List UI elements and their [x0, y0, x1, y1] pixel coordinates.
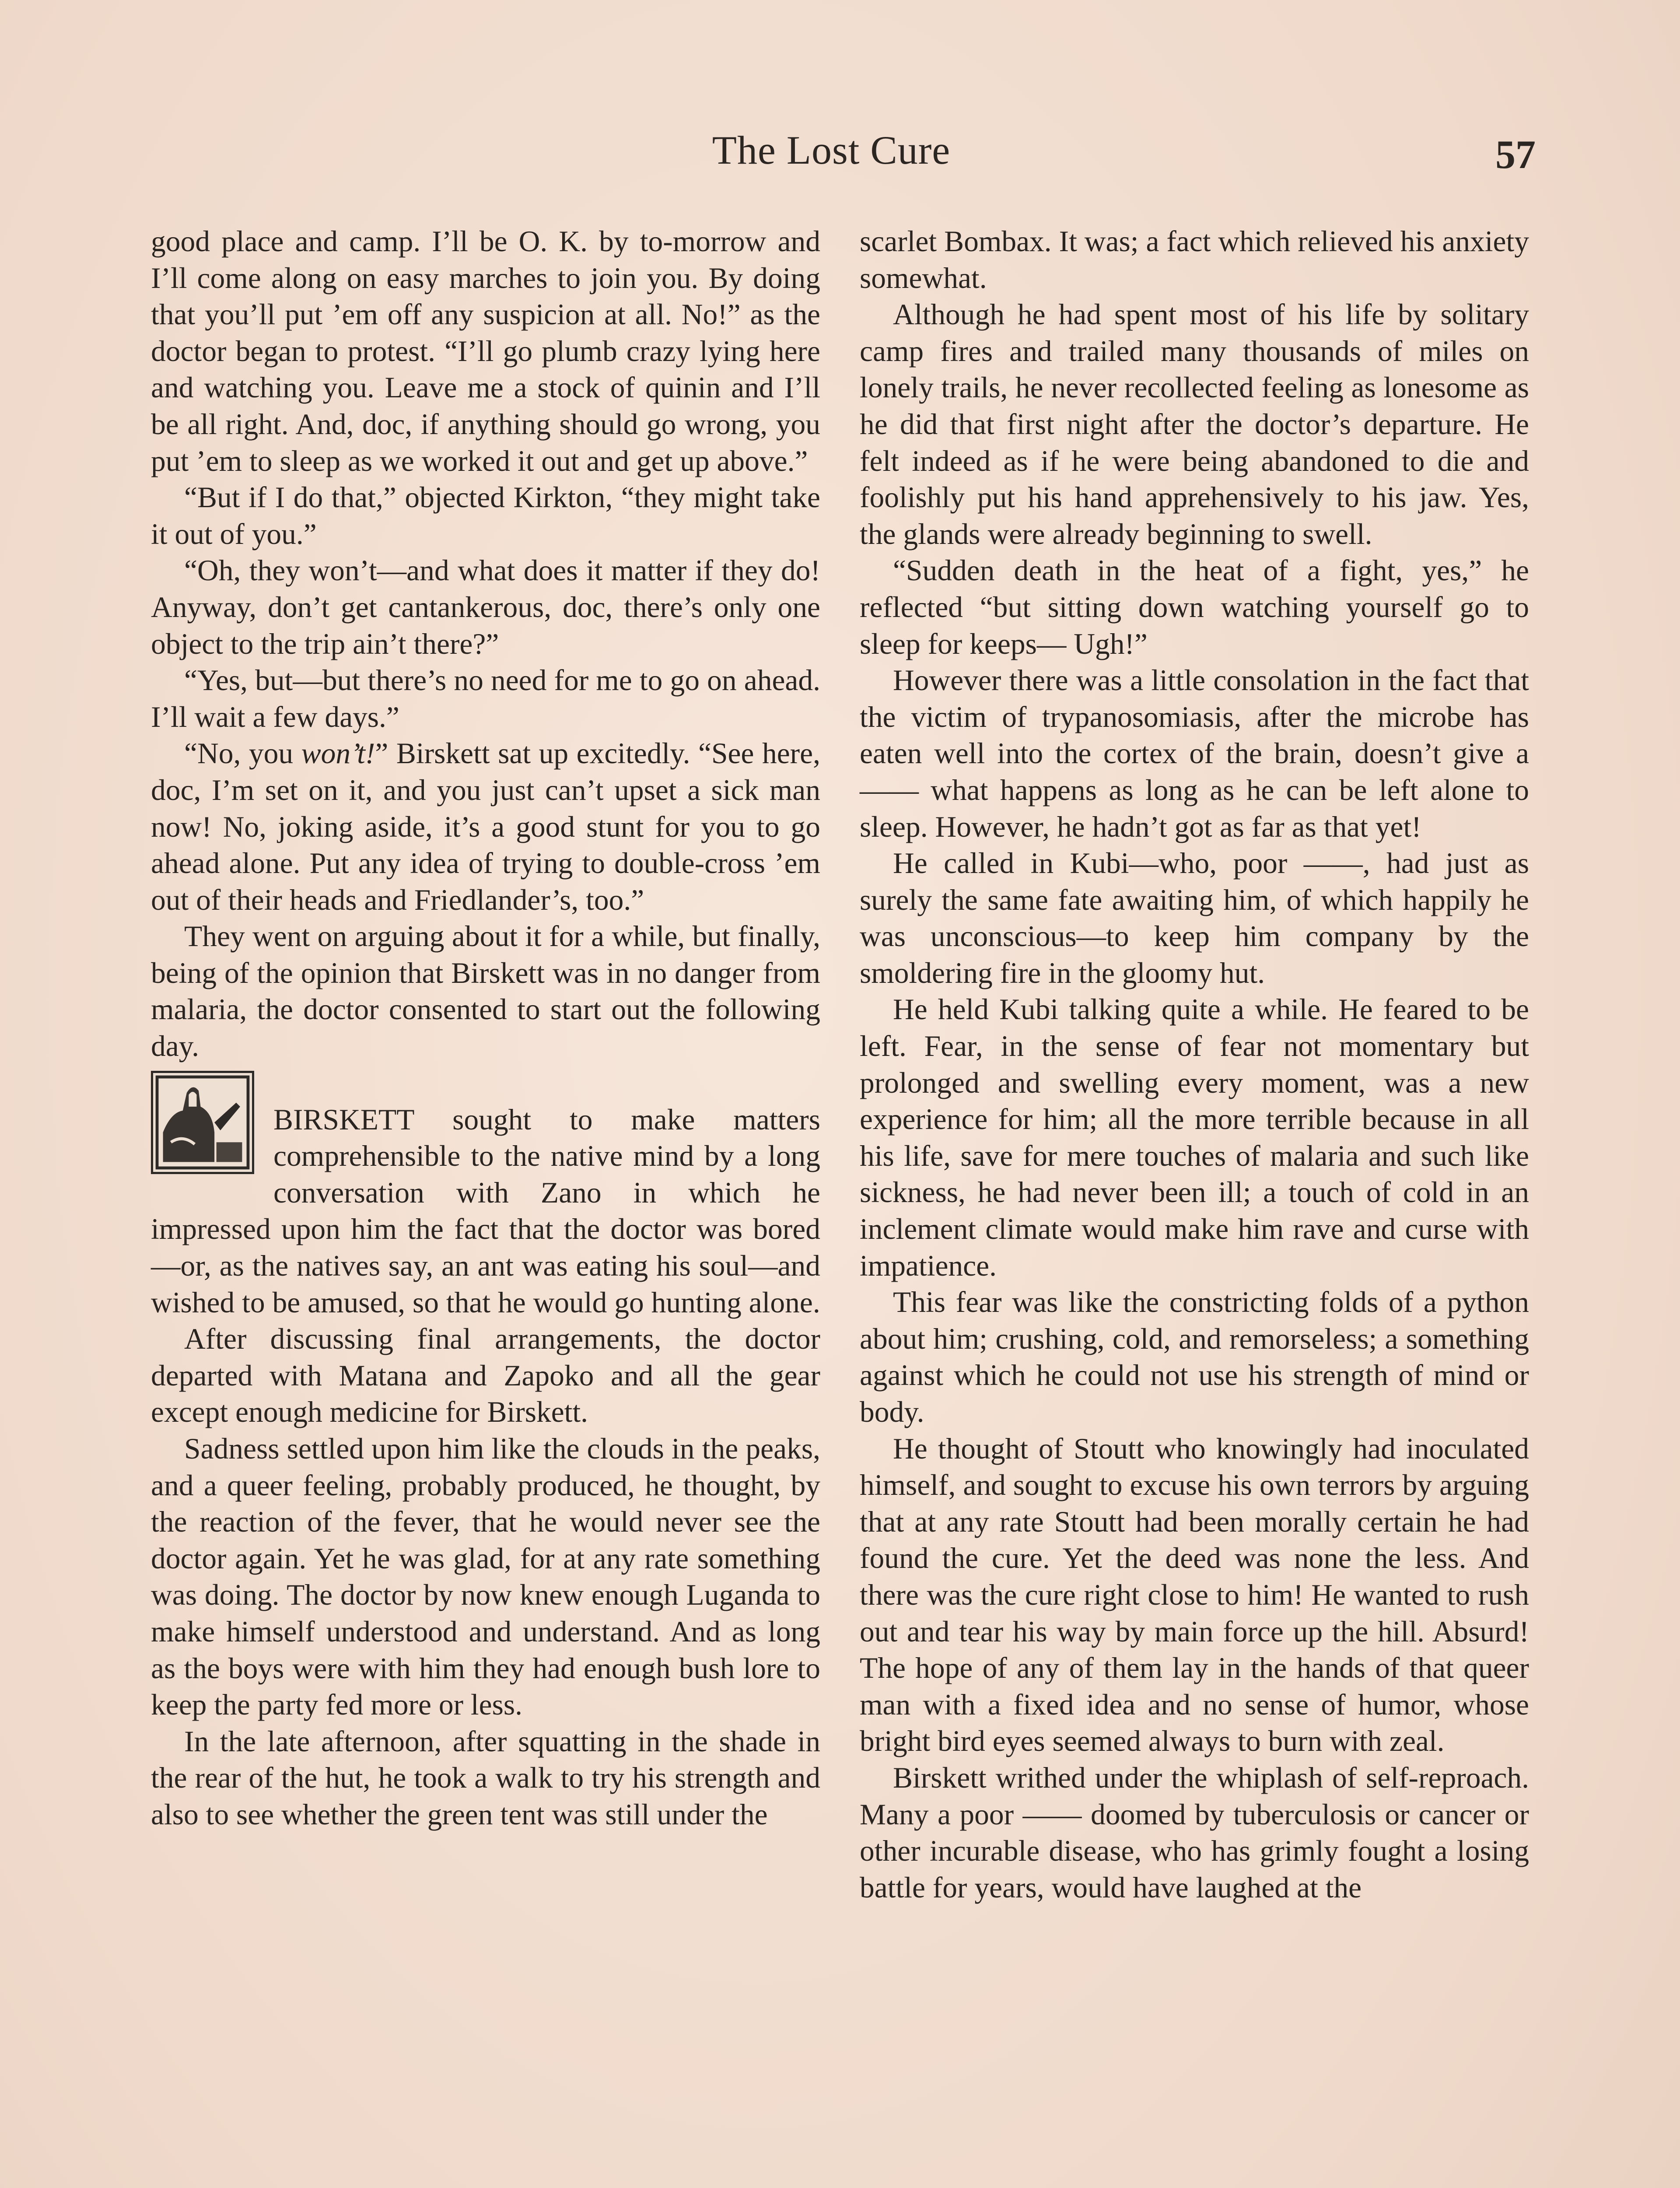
paragraph: In the late afternoon, after squatting in the shade in the rear of the hut, he took a walk to try his strength and also to see whether the green tent was still under the — [151, 1725, 820, 1831]
paragraph: Although he had spent most of his life by solitary camp fires and trailed many thousands of miles on lonely trails, he never recollected feeling as lonesome as he did that first night after the doctor’s departure. He felt indeed as if he were being abandoned to die and foolishly put his hand apprehensively to his jaw. Yes, the glands were already beginning to swell. — [860, 298, 1529, 551]
paragraph: After discussing final arrangements, the doctor departed with Matana and Zapoko and all the gear except enough medicine for Birskett. — [151, 1322, 820, 1429]
right-column — [860, 223, 1529, 1906]
paragraph: They went on arguing about it for a while, but finally, being of the opinion that Birskett was in no danger from malaria, the doctor consented to start out the following day. — [151, 920, 820, 1063]
left-column — [151, 223, 820, 1833]
page-number: 57 — [1495, 132, 1536, 177]
paragraph: BIRSKETT sought to make matters comprehensible to the native mind by a long conversation with Zano in which he impressed upon him the fact that the doctor was bored—or, as the natives say, an ant was eating his soul—and wished to be amused, so that he would go hunting alone. — [151, 1103, 820, 1319]
paragraph-text: “No, you — [184, 737, 301, 770]
paragraph: However there was a little consolation in the fact that the victim of trypanosomiasis, after the microbe has eaten well into the cortex of the brain, doesn’t give a —— what happens as long as he can be left alone to sleep. However, he hadn’t got as far as that yet! — [860, 664, 1529, 843]
paragraph: “Sudden death in the heat of a fight, yes,” he reflected “but sitting down watching yourself go to sleep for keeps— Ugh!” — [860, 554, 1529, 660]
paragraph: Sadness settled upon him like the clouds in the peaks, and a queer feeling, probably produced, he thought, by the reaction of the fever, that he would never see the doctor again. Yet he was glad, for at any rate something was doing. The doctor by now knew enough Luganda to make himself understood and understand. And as long as the boys were with him they had enough bush lore to keep the party fed more or less. — [151, 1432, 820, 1722]
paragraph — [151, 735, 820, 918]
paragraph: scarlet Bombax. It was; a fact which relieved his anxiety somewhat. — [860, 225, 1529, 295]
paragraph: good place and camp. I’ll be O. K. by to-morrow and I’ll come along on easy marches to join you. By doing that you’ll put ’em off any suspicion at all. No!” as the doctor began to protest. “I’ll go plumb crazy lying here and watching you. Leave me a stock of quinin and I’ll be all right. And, doc, if anything should go wrong, you put ’em to sleep as we worked it out and get up above.” — [151, 225, 820, 477]
drop-cap-illustration — [151, 1071, 254, 1174]
paragraph: “Oh, they won’t—and what does it matter if they do! Anyway, don’t get cantankerous, doc, there’s only one object to the trip ain’t there?” — [151, 554, 820, 660]
paragraph: He called in Kubi—who, poor ——, had just as surely the same fate awaiting him, of which happily he was unconscious—to keep him company by the smoldering fire in the gloomy hut. — [860, 847, 1529, 989]
paragraph: He held Kubi talking quite a while. He feared to be left. Fear, in the sense of fear not momentary but prolonged and swelling every moment, was a new experience for him; all the more terrible because in all his life, save for mere touches of malaria and such like sickness, he had never been ill; a touch of cold in an inclement climate would make him rave and curse with impatience. — [860, 993, 1529, 1282]
drop-cap-figure-icon — [153, 1073, 252, 1172]
paragraph: He thought of Stoutt who knowingly had inoculated himself, and sought to excuse his own terrors by arguing that at any rate Stoutt had been morally certain he had found the cure. Yet the deed was none the less. And there was the cure right close to him! He wanted to rush out and tear his way by main force up the hill. Absurd! The hope of any of them lay in the hands of that queer man with a fixed idea and no sense of humor, whose bright bird eyes seemed always to burn with zeal. — [860, 1432, 1529, 1758]
paragraph: This fear was like the constricting folds of a python about him; crushing, cold, and remorseless; a something against which he could not use his strength of mind or body. — [860, 1286, 1529, 1428]
paragraph: “But if I do that,” objected Kirkton, “they might take it out of you.” — [151, 481, 820, 551]
paragraph-text: ” Birskett sat up excitedly. “See here, doc, I’m set on it, and you just can’t upset a sick man now! No, joking aside, it’s a good stunt for you to go ahead alone. Put any idea of trying to double-cross ’em out of their heads and Friedlander’s, too.” — [151, 737, 820, 916]
running-header-title: The Lost Cure — [712, 128, 951, 172]
emphasis-text: won’t! — [301, 737, 375, 770]
paragraph: “Yes, but—but there’s no need for me to go on ahead. I’ll wait a few days.” — [151, 664, 820, 733]
paragraph: Birskett writhed under the whiplash of self-reproach. Many a poor —— doomed by tuberculosis or cancer or other incurable disease, who has grimly fought a losing battle for years, would have laughed at the — [860, 1761, 1529, 1904]
